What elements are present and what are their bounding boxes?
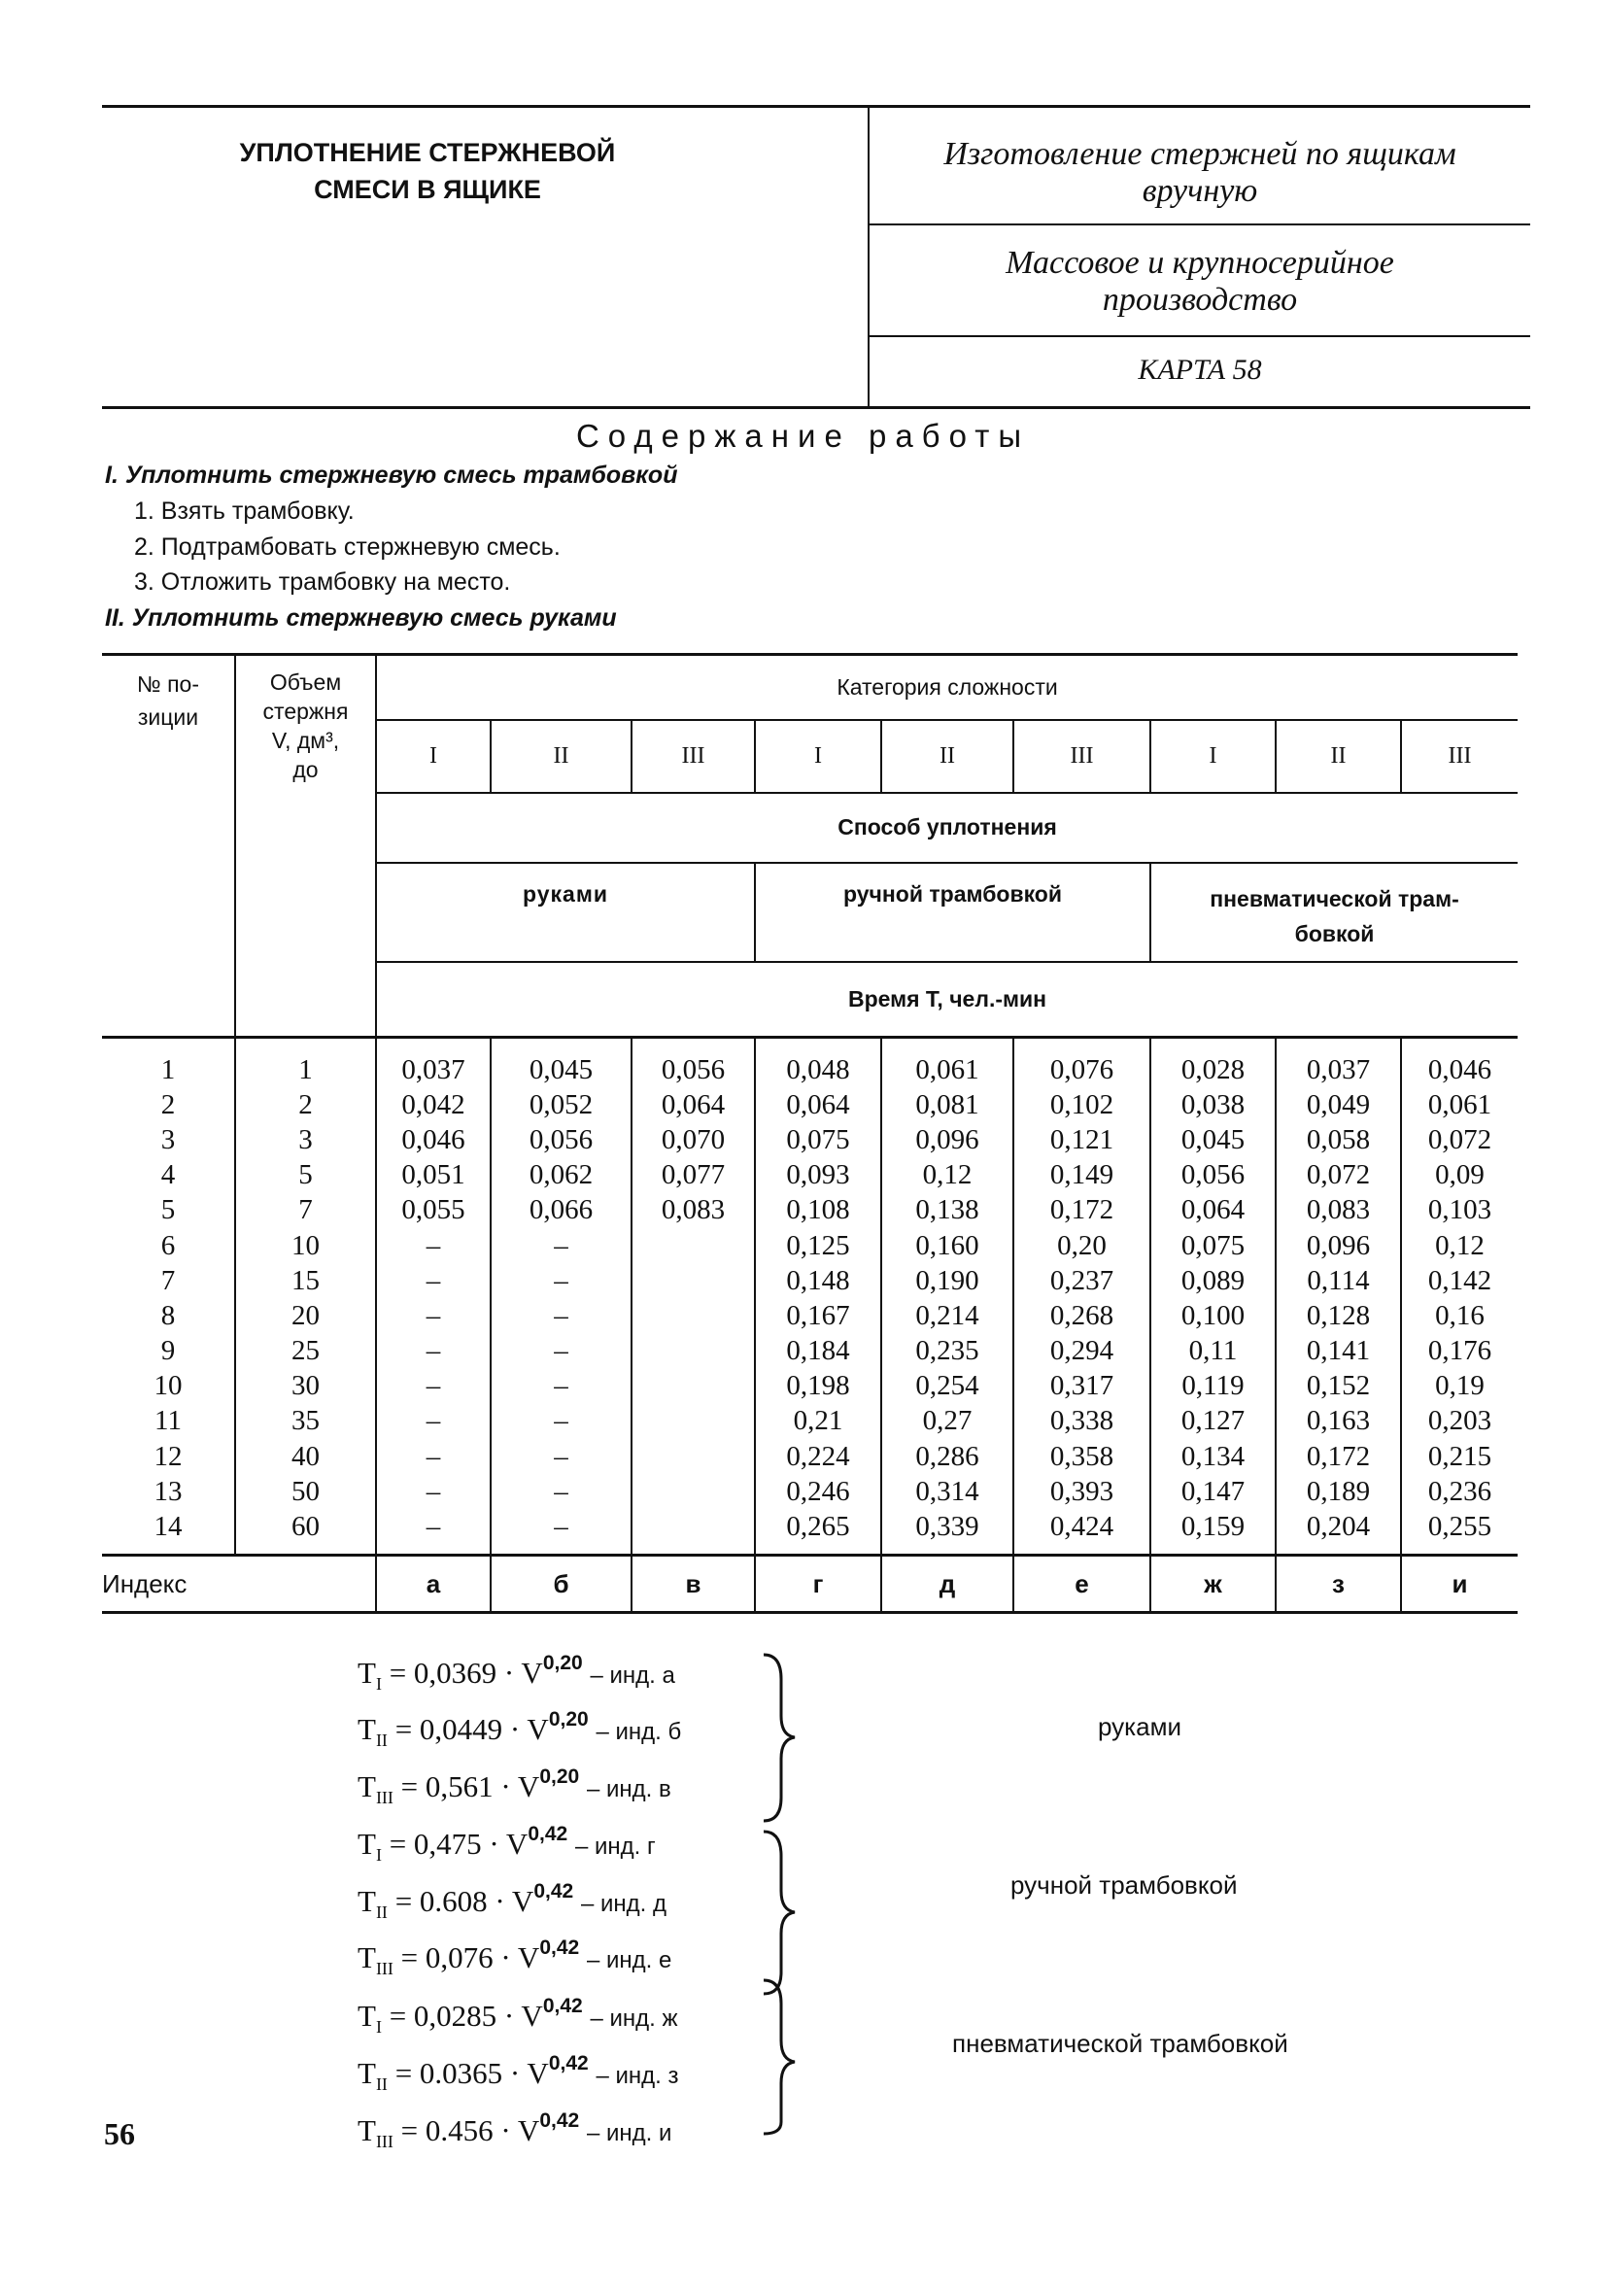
time-header: Время T, чел.-мин (847, 985, 1047, 1011)
step-item: 2. Подтрамбовать стержневую смесь. (134, 533, 561, 561)
time-value-cell: 0,076 (1013, 1037, 1150, 1087)
time-value-cell: 0,108 (755, 1192, 881, 1227)
time-value-cell (632, 1263, 755, 1298)
formula-coefficient: 0.0365 (419, 2056, 503, 2090)
volume-cell: 40 (235, 1439, 376, 1474)
page-number: 56 (104, 2116, 135, 2151)
header-bottom-rule (102, 406, 1530, 409)
production-type-line: производство (1102, 282, 1298, 318)
position-cell: 13 (102, 1474, 235, 1509)
time-value-cell (632, 1439, 755, 1474)
volume-cell: 60 (235, 1509, 376, 1556)
time-value-cell: 0,314 (881, 1474, 1013, 1509)
time-value-cell: 0,147 (1150, 1474, 1276, 1509)
position-cell: 12 (102, 1439, 235, 1474)
time-value-cell: 0,064 (1150, 1192, 1276, 1227)
time-value-cell: 0,198 (755, 1368, 881, 1403)
time-value-cell: 0,061 (1427, 1088, 1492, 1120)
formula-line: $T_{II} = 0,0449 \cdot V^{0,20}$ – инд. б (358, 1708, 682, 1751)
position-cell: 9 (102, 1333, 235, 1368)
time-value-cell (632, 1333, 755, 1368)
time-value-cell: 0,184 (755, 1333, 881, 1368)
volume-cell: 2 (235, 1087, 376, 1122)
time-value-cell: 0,235 (881, 1333, 1013, 1368)
table-row (102, 1474, 1518, 1509)
time-value-cell: 0,038 (1150, 1087, 1276, 1122)
index-cell: в (632, 1556, 755, 1613)
formula-exponent: 0,42 (542, 1995, 583, 2017)
time-value-cell: 0,045 (1150, 1122, 1276, 1157)
volume-cell: 25 (235, 1333, 376, 1368)
time-value-cell: 0,051 (376, 1157, 491, 1192)
time-value-cell: 0,052 (491, 1087, 632, 1122)
production-type (874, 245, 1525, 319)
time-value-cell: 0,096 (1276, 1227, 1401, 1262)
time-value-cell: 0,141 (1276, 1333, 1401, 1368)
table-row (102, 1439, 1518, 1474)
time-value-cell: 0,121 (1013, 1122, 1150, 1157)
time-value-cell: 0,160 (881, 1227, 1013, 1262)
position-cell: 6 (102, 1227, 235, 1262)
complexity-level: III (1401, 720, 1518, 793)
time-value-cell: – (376, 1509, 491, 1556)
time-value-cell (632, 1474, 755, 1509)
formula-exponent: 0,42 (548, 2052, 589, 2074)
formula-line: $T_I = 0,0285 \cdot V^{0,42}$ – инд. ж (358, 1995, 678, 2038)
time-value-cell: 0,21 (755, 1403, 881, 1438)
time-value-cell: 0,045 (491, 1037, 632, 1087)
table-row (102, 1509, 1518, 1556)
time-value-cell: 0,190 (881, 1263, 1013, 1298)
process-title (874, 136, 1525, 210)
time-value-cell: 0,046 (376, 1122, 491, 1157)
time-value-cell: 0,072 (1276, 1157, 1401, 1192)
time-value-cell: 0,089 (1150, 1263, 1276, 1298)
time-value-cell: – (376, 1263, 491, 1298)
section-1-heading: I. Уплотнить стержневую смесь трамбовкой (105, 462, 678, 489)
formula-index: – инд. е (586, 1947, 672, 1973)
position-cell: 1 (102, 1037, 235, 1087)
time-value-cell: 0,159 (1150, 1509, 1276, 1556)
time-value-cell: 0,049 (1276, 1087, 1401, 1122)
formula-line: $T_{III} = 0.456 \cdot V^{0,42}$ – инд. и (358, 2109, 672, 2152)
time-norms-table (102, 653, 1518, 1614)
formula-exponent: 0,20 (548, 1708, 589, 1731)
table-row (102, 1192, 1518, 1227)
index-row (102, 1556, 1518, 1613)
complexity-level: I (755, 720, 881, 793)
formula-group-label: ручной трамбовкой (1010, 1870, 1238, 1900)
brace-hand-rammer (764, 1832, 795, 1994)
header-top-rule (102, 105, 1530, 108)
formula-subscript: II (375, 1731, 388, 1751)
col-volume-header (235, 655, 376, 1038)
time-value-cell: 0,12 (1435, 1229, 1485, 1261)
formula-group-label: пневматической трамбовкой (952, 2029, 1288, 2058)
formula-exponent: 0,42 (533, 1880, 574, 1902)
col-volume-line: стержня (262, 699, 349, 724)
time-value-cell: 0,056 (491, 1122, 632, 1157)
method-hands: руками (376, 863, 755, 962)
production-type-line: Массовое и крупносерийное (1006, 245, 1394, 281)
formula-line: $T_{III} = 0,561 \cdot V^{0,20}$ – инд. в (358, 1765, 671, 1808)
volume-cell: 10 (235, 1227, 376, 1262)
index-label: Индекс (102, 1556, 376, 1613)
index-cell: ж (1150, 1556, 1276, 1613)
step-item: 3. Отложить трамбовку на место. (134, 568, 511, 596)
time-value-cell: 0,12 (881, 1157, 1013, 1192)
formula-symbol: T (358, 1884, 376, 1918)
complexity-header: Категория сложности (376, 655, 1518, 720)
time-value-cell: 0,294 (1013, 1333, 1150, 1368)
formula-group-label: руками (1098, 1712, 1181, 1741)
time-value-cell: 0,138 (881, 1192, 1013, 1227)
formula-subscript: II (375, 1902, 388, 1923)
time-value-cell: 0,265 (755, 1509, 881, 1556)
time-value-cell (632, 1403, 755, 1438)
formula-index: – инд. и (586, 2120, 672, 2146)
formula-line: $T_{II} = 0.608 \cdot V^{0,42}$ – инд. д (358, 1880, 666, 1923)
time-value-cell: – (491, 1439, 632, 1474)
complexity-level: II (491, 720, 632, 793)
volume-cell: 30 (235, 1368, 376, 1403)
time-value-cell: 0,046 (1427, 1053, 1492, 1085)
index-cell: и (1401, 1556, 1518, 1613)
col-volume-line: V, дм³, (271, 728, 340, 753)
formula-symbol: T (358, 1999, 376, 2033)
formula-symbol: T (358, 1656, 376, 1690)
complexity-level: II (1276, 720, 1401, 793)
index-cell: б (491, 1556, 632, 1613)
formula-index: – инд. а (590, 1662, 675, 1689)
time-value-cell: 0,061 (881, 1037, 1013, 1087)
time-value-cell: 0,119 (1150, 1368, 1276, 1403)
formula-index: – инд. г (574, 1833, 656, 1860)
formula-index: – инд. з (596, 2063, 679, 2089)
formula-symbol: T (358, 2113, 376, 2147)
time-value-cell (632, 1509, 755, 1556)
time-value-cell: 0,066 (491, 1192, 632, 1227)
time-value-cell: 0,103 (1427, 1194, 1492, 1226)
time-value-cell: 0,062 (491, 1157, 632, 1192)
formula-line: $T_I = 0,0369 \cdot V^{0,20}$ – инд. а (358, 1652, 675, 1695)
table-row (102, 1157, 1518, 1192)
time-value-cell: 0,338 (1013, 1403, 1150, 1438)
formula-subscript: III (375, 2132, 393, 2152)
formula-subscript: I (375, 1845, 382, 1866)
time-value-cell: 0,142 (1427, 1264, 1492, 1296)
time-value-cell: 0,163 (1276, 1403, 1401, 1438)
time-value-cell: – (491, 1509, 632, 1556)
time-value-cell: 0,254 (881, 1368, 1013, 1403)
time-value-cell: 0,083 (632, 1192, 755, 1227)
time-value-cell: 0,27 (881, 1403, 1013, 1438)
formula-subscript: I (375, 1674, 382, 1695)
complexity-level: III (1013, 720, 1150, 793)
complexity-level: III (632, 720, 755, 793)
position-cell: 5 (102, 1192, 235, 1227)
operation-title-line: УПЛОТНЕНИЕ СТЕРЖНЕВОЙ (239, 138, 616, 167)
volume-cell: 15 (235, 1263, 376, 1298)
time-value-cell: – (491, 1368, 632, 1403)
content-title: Содержание работы (575, 418, 1031, 454)
index-cell: а (376, 1556, 491, 1613)
position-cell: 14 (102, 1509, 235, 1556)
time-value-cell: 0,317 (1013, 1368, 1150, 1403)
col-position-line: № по- (137, 671, 199, 697)
time-value-cell: 0,096 (881, 1122, 1013, 1157)
time-value-cell: 0,393 (1013, 1474, 1150, 1509)
time-value-cell: – (376, 1368, 491, 1403)
formula-index: – инд. д (580, 1891, 666, 1917)
time-value-cell: 0,152 (1276, 1368, 1401, 1403)
time-value-cell: 0,037 (1276, 1037, 1401, 1087)
time-value-cell: 0,189 (1276, 1474, 1401, 1509)
position-cell: 3 (102, 1122, 235, 1157)
time-value-cell: – (491, 1333, 632, 1368)
time-value-cell: 0,102 (1013, 1087, 1150, 1122)
time-value-cell: 0,214 (881, 1298, 1013, 1333)
col-volume-line: до (292, 757, 319, 782)
method-header: Способ уплотнения (376, 793, 1518, 863)
time-value-cell: – (376, 1227, 491, 1262)
time-value-cell: 0,077 (632, 1157, 755, 1192)
time-value-cell: 0,215 (1427, 1440, 1492, 1472)
position-cell: 10 (102, 1368, 235, 1403)
time-value-cell: 0,028 (1150, 1037, 1276, 1087)
formula-symbol: T (358, 2056, 376, 2090)
formula-coefficient: 0,561 (425, 1769, 494, 1803)
time-value-cell: 0,037 (376, 1037, 491, 1087)
brace-hands (764, 1655, 795, 1821)
formula-index: – инд. ж (590, 2005, 678, 2032)
time-value-cell: 0,16 (1435, 1299, 1485, 1331)
table-row (102, 1087, 1518, 1122)
table-row (102, 1298, 1518, 1333)
time-value-cell: 0,125 (755, 1227, 881, 1262)
formula-coefficient: 0,475 (413, 1827, 482, 1861)
position-cell: 11 (102, 1403, 235, 1438)
time-value-cell: 0,093 (755, 1157, 881, 1192)
formula-coefficient: 0,0449 (419, 1712, 503, 1746)
time-value-cell: 0,11 (1150, 1333, 1276, 1368)
formula-subscript: III (375, 1959, 393, 1979)
position-cell: 7 (102, 1263, 235, 1298)
time-value-cell: 0,100 (1150, 1298, 1276, 1333)
col-volume-line: Объем (269, 669, 342, 695)
time-value-cell: – (376, 1403, 491, 1438)
header-rule-process (870, 223, 1530, 225)
time-value-cell: 0,224 (755, 1439, 881, 1474)
formula-symbol: T (358, 1940, 376, 1974)
time-value-cell: 0,20 (1013, 1227, 1150, 1262)
time-value-cell: 0,128 (1276, 1298, 1401, 1333)
table-row (102, 1333, 1518, 1368)
method-pneumatic-rammer: пневматической трам-бовкой (1150, 863, 1518, 962)
complexity-level: II (881, 720, 1013, 793)
volume-cell: 35 (235, 1403, 376, 1438)
table-row (102, 1122, 1518, 1157)
time-value-cell: – (491, 1298, 632, 1333)
time-value-cell: 0,042 (376, 1087, 491, 1122)
time-value-cell: 0,056 (1150, 1157, 1276, 1192)
card-number: КАРТА 58 (1138, 354, 1262, 386)
section-2-heading: II. Уплотнить стержневую смесь руками (105, 604, 617, 632)
time-value-cell: 0,172 (1276, 1439, 1401, 1474)
time-value-cell: 0,149 (1013, 1157, 1150, 1192)
formula-exponent: 0,20 (542, 1652, 583, 1674)
complexity-level: I (376, 720, 491, 793)
col-position-header (102, 655, 235, 1038)
time-value-cell: – (491, 1263, 632, 1298)
table-row (102, 1403, 1518, 1438)
time-value-cell: 0,339 (881, 1509, 1013, 1556)
time-value-cell: 0,056 (632, 1037, 755, 1087)
time-value-cell: – (491, 1403, 632, 1438)
time-value-cell: – (491, 1474, 632, 1509)
volume-cell: 1 (235, 1037, 376, 1087)
time-value-cell: 0,148 (755, 1263, 881, 1298)
volume-cell: 50 (235, 1474, 376, 1509)
time-value-cell: 0,055 (376, 1192, 491, 1227)
time-value-cell: 0,070 (632, 1122, 755, 1157)
time-value-cell: 0,176 (1427, 1335, 1492, 1367)
formula-coefficient: 0,0369 (413, 1656, 497, 1690)
time-value-cell: 0,424 (1013, 1509, 1150, 1556)
time-value-cell: – (376, 1333, 491, 1368)
complexity-level: I (1150, 720, 1276, 793)
position-cell: 4 (102, 1157, 235, 1192)
data-rows (102, 1037, 1518, 1556)
formula-line: $T_{II} = 0.0365 \cdot V^{0,42}$ – инд. з (358, 2052, 679, 2095)
formula-index: – инд. в (586, 1776, 671, 1802)
index-cell: д (881, 1556, 1013, 1613)
time-value-cell: – (491, 1227, 632, 1262)
volume-cell: 3 (235, 1122, 376, 1157)
index-cell: г (755, 1556, 881, 1613)
formula-coefficient: 0,0285 (413, 1999, 497, 2033)
time-value-cell: 0,167 (755, 1298, 881, 1333)
time-value-cell: 0,09 (1435, 1159, 1485, 1191)
formula-symbol: T (358, 1827, 376, 1861)
time-value-cell: 0,072 (1427, 1123, 1492, 1155)
volume-cell: 20 (235, 1298, 376, 1333)
time-value-cell: 0,134 (1150, 1439, 1276, 1474)
operation-title-line: СМЕСИ В ЯЩИКЕ (314, 175, 541, 204)
formula-exponent: 0,20 (539, 1765, 580, 1788)
time-value-cell: – (376, 1474, 491, 1509)
formula-line: $T_I = 0,475 \cdot V^{0,42}$ – инд. г (358, 1823, 656, 1866)
time-value-cell (632, 1368, 755, 1403)
time-value-cell: 0,203 (1427, 1405, 1492, 1437)
time-value-cell: 0,114 (1276, 1263, 1401, 1298)
time-value-cell: – (376, 1439, 491, 1474)
formula-symbol: T (358, 1769, 376, 1803)
process-title-line: Изготовление стержней по ящикам (943, 136, 1456, 172)
formula-subscript: I (375, 2017, 382, 2038)
formula-coefficient: 0,076 (425, 1940, 494, 1974)
time-value-cell: 0,268 (1013, 1298, 1150, 1333)
time-value-cell: 0,286 (881, 1439, 1013, 1474)
volume-cell: 5 (235, 1157, 376, 1192)
formula-subscript: III (375, 1788, 393, 1808)
time-value-cell: 0,19 (1435, 1370, 1485, 1402)
step-item: 1. Взять трамбовку. (134, 497, 355, 525)
time-value-cell: – (376, 1298, 491, 1333)
formula-index: – инд. б (596, 1719, 682, 1745)
process-title-line: вручную (1142, 173, 1258, 209)
table-row (102, 1037, 1518, 1087)
time-value-cell: 0,075 (755, 1122, 881, 1157)
position-cell: 8 (102, 1298, 235, 1333)
time-value-cell (632, 1298, 755, 1333)
formula-exponent: 0,42 (539, 1936, 580, 1959)
time-value-cell: 0,075 (1150, 1227, 1276, 1262)
method-hand-rammer: ручной трамбовкой (755, 863, 1150, 962)
time-value-cell: 0,127 (1150, 1403, 1276, 1438)
time-value-cell: 0,048 (755, 1037, 881, 1087)
time-value-cell: 0,058 (1276, 1122, 1401, 1157)
volume-cell: 7 (235, 1192, 376, 1227)
formula-exponent: 0,42 (528, 1823, 568, 1845)
formula-coefficient: 0.608 (419, 1884, 488, 1918)
formula-line: $T_{III} = 0,076 \cdot V^{0,42}$ – инд. е (358, 1936, 672, 1979)
time-value-cell: 0,204 (1276, 1509, 1401, 1556)
col-position-line: зиции (137, 704, 199, 730)
formula-symbol: T (358, 1712, 376, 1746)
header-divider (868, 107, 870, 408)
time-value-cell: 0,236 (1427, 1475, 1492, 1507)
formula-subscript: II (375, 2074, 388, 2095)
time-value-cell: 0,358 (1013, 1439, 1150, 1474)
time-value-cell: 0,246 (755, 1474, 881, 1509)
table-row (102, 1227, 1518, 1262)
time-value-cell: 0,064 (632, 1087, 755, 1122)
time-value-cell: 0,255 (1427, 1511, 1492, 1543)
formula-coefficient: 0.456 (425, 2113, 494, 2147)
time-value-cell (632, 1227, 755, 1262)
operation-title (155, 134, 700, 208)
position-cell: 2 (102, 1087, 235, 1122)
brace-pneumatic (764, 1980, 795, 2134)
table-row (102, 1263, 1518, 1298)
time-value-cell: 0,083 (1276, 1192, 1401, 1227)
formula-braces (758, 1652, 806, 2138)
table-row (102, 1368, 1518, 1403)
index-cell: з (1276, 1556, 1401, 1613)
index-cell: е (1013, 1556, 1150, 1613)
time-value-cell: 0,172 (1013, 1192, 1150, 1227)
formula-exponent: 0,42 (539, 2109, 580, 2132)
time-value-cell: 0,237 (1013, 1263, 1150, 1298)
header-rule-production (870, 335, 1530, 337)
time-value-cell: 0,064 (755, 1087, 881, 1122)
time-value-cell: 0,081 (881, 1087, 1013, 1122)
